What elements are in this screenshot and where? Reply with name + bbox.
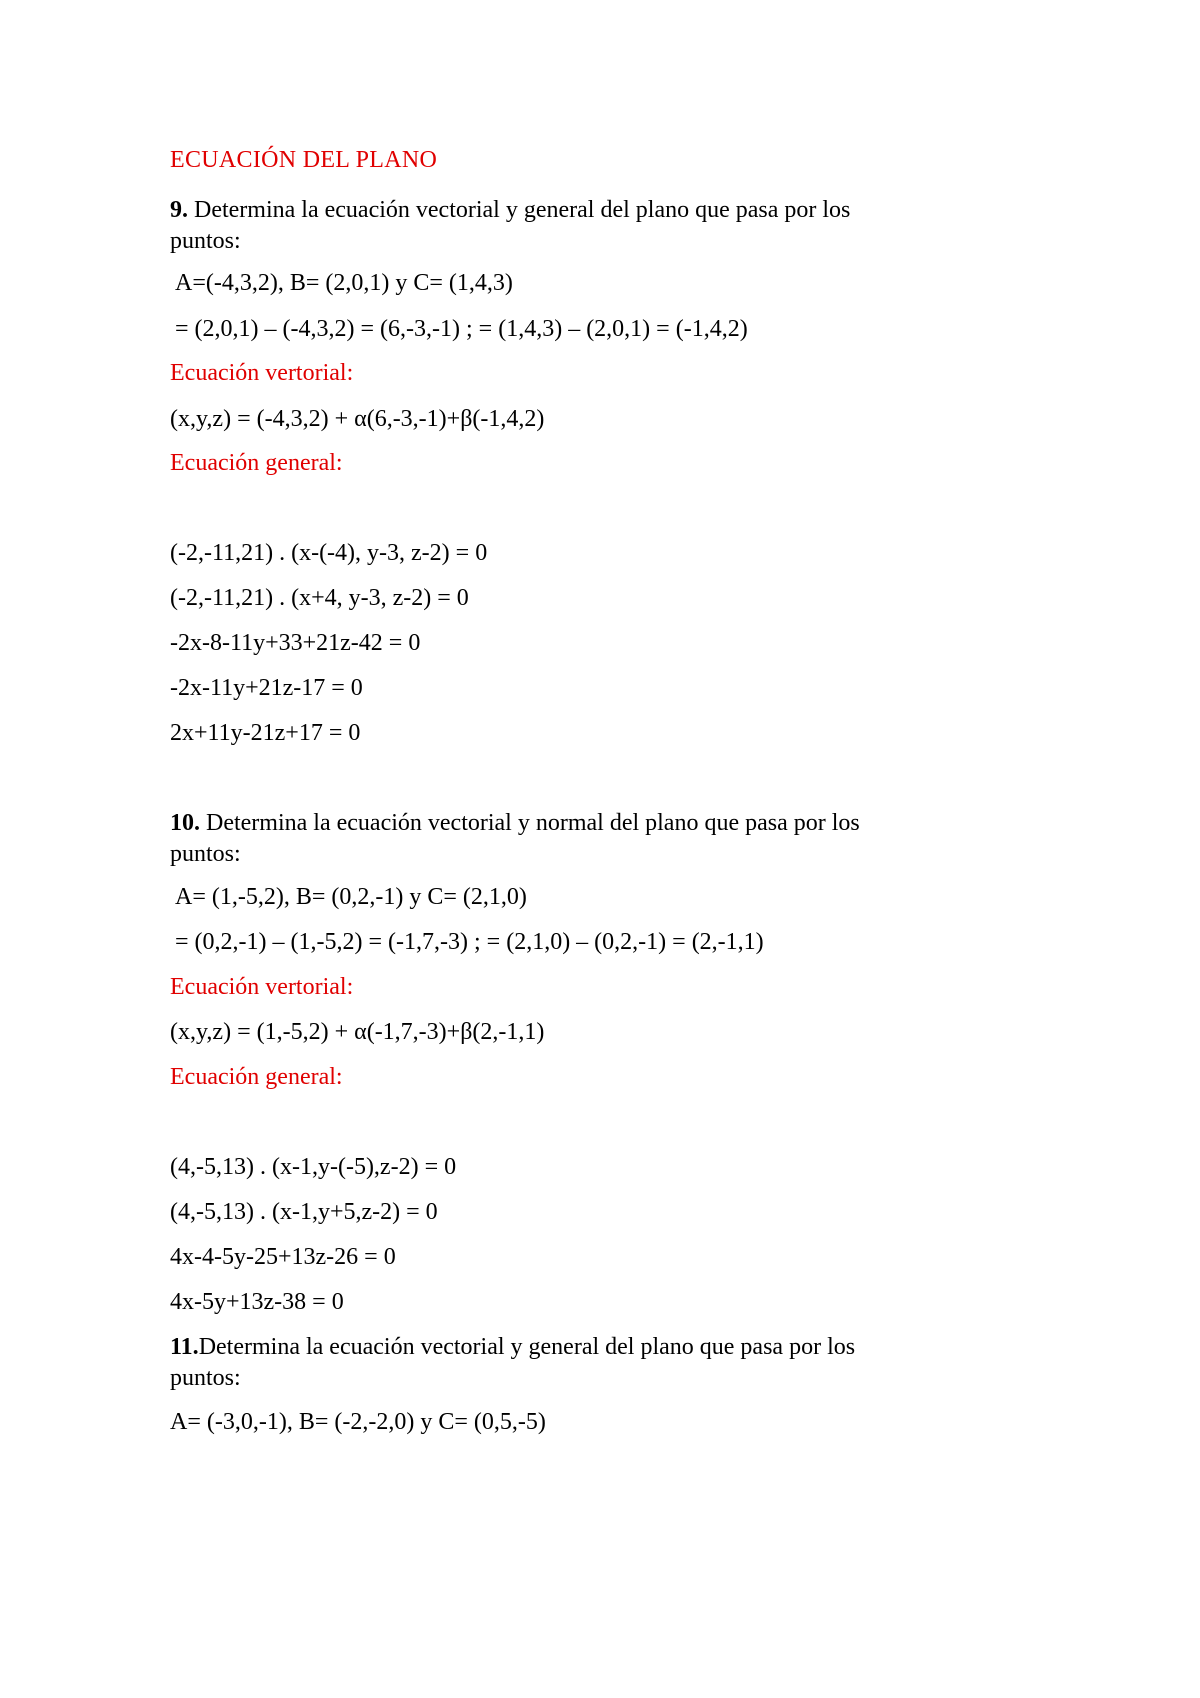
problem-9-step: -2x-8-11y+33+21z-42 = 0 — [170, 630, 421, 656]
problem-9-step: (-2,-11,21) . (x-(-4), y-3, z-2) = 0 — [170, 540, 488, 566]
page-title: ECUACIÓN DEL PLANO — [170, 147, 438, 173]
problem-11-points: A= (-3,0,-1), B= (-2,-2,0) y C= (0,5,-5) — [170, 1409, 546, 1435]
problem-9-statement — [170, 195, 850, 225]
problem-statement-text: Determina la ecuación vectorial y normal del plano que pasa por los — [200, 810, 860, 836]
problem-statement-text: Determina la ecuación vectorial y general del plano que pasa por los — [188, 197, 851, 223]
problem-10-points: A= (1,-5,2), B= (0,2,-1) y C= (2,1,0) — [175, 884, 527, 910]
problem-9-step: -2x-11y+21z-17 = 0 — [170, 675, 363, 701]
problem-number: 11. — [170, 1334, 199, 1360]
problem-number: 9. — [170, 197, 188, 223]
problem-9-vectors: = (2,0,1) – (-4,3,2) = (6,-3,-1) ; = (1,4,3) – (2,0,1) = (-1,4,2) — [175, 316, 748, 342]
problem-statement-text: Determina la ecuación vectorial y general del plano que pasa por los — [198, 1334, 856, 1360]
problem-10-general-heading: Ecuación general: — [170, 1064, 343, 1090]
problem-11-statement — [170, 1332, 855, 1362]
problem-9-step: (-2,-11,21) . (x+4, y-3, z-2) = 0 — [170, 585, 469, 611]
problem-10-statement — [170, 808, 860, 838]
problem-9-vectorial-heading: Ecuación vertorial: — [170, 360, 354, 386]
problem-10-vectorial-equation: (x,y,z) = (1,-5,2) + α(-1,7,-3)+β(2,-1,1) — [170, 1019, 545, 1045]
problem-10-step: 4x-5y+13z-38 = 0 — [170, 1289, 344, 1315]
problem-10-vectors: = (0,2,-1) – (1,-5,2) = (-1,7,-3) ; = (2,1,0) – (0,2,-1) = (2,-1,1) — [175, 929, 764, 955]
problem-9-points: A=(-4,3,2), B= (2,0,1) y C= (1,4,3) — [175, 270, 513, 296]
problem-11-statement-continued: puntos: — [170, 1365, 241, 1391]
problem-10-step: (4,-5,13) . (x-1,y+5,z-2) = 0 — [170, 1199, 438, 1225]
problem-10-vectorial-heading: Ecuación vertorial: — [170, 974, 354, 1000]
problem-10-statement-continued: puntos: — [170, 841, 241, 867]
problem-number: 10. — [170, 810, 200, 836]
problem-9-general-heading: Ecuación general: — [170, 450, 343, 476]
problem-10-step: 4x-4-5y-25+13z-26 = 0 — [170, 1244, 396, 1270]
problem-9-step: 2x+11y-21z+17 = 0 — [170, 720, 361, 746]
problem-9-vectorial-equation: (x,y,z) = (-4,3,2) + α(6,-3,-1)+β(-1,4,2) — [170, 406, 545, 432]
problem-9-statement-continued: puntos: — [170, 228, 241, 254]
problem-10-step: (4,-5,13) . (x-1,y-(-5),z-2) = 0 — [170, 1154, 457, 1180]
